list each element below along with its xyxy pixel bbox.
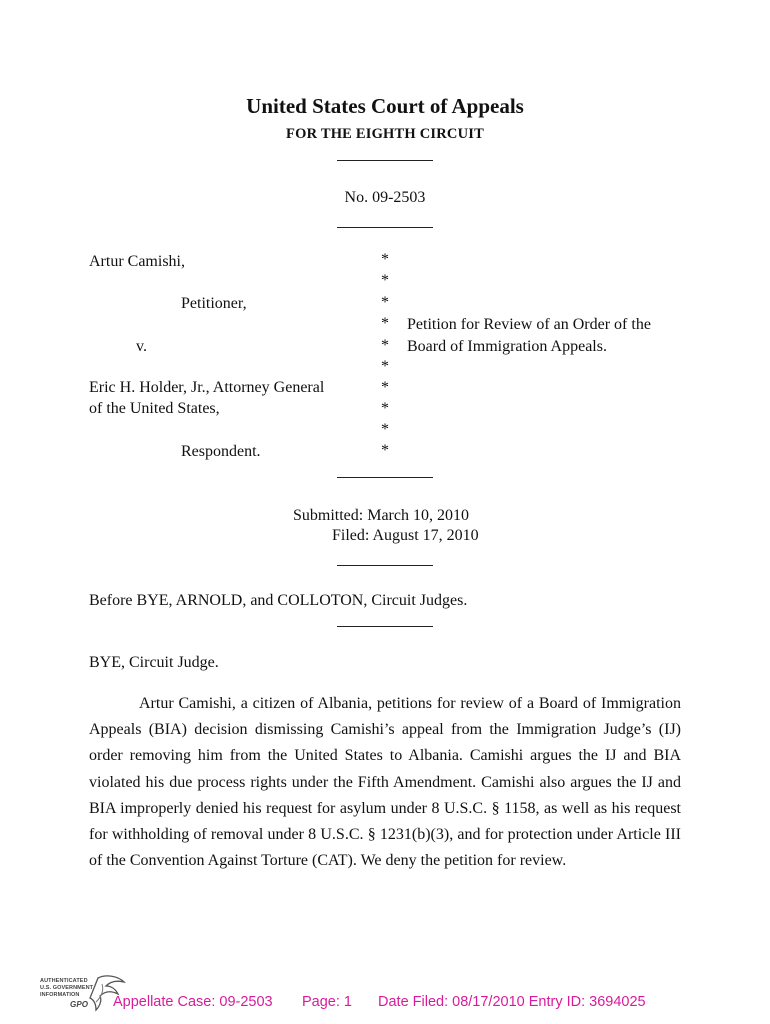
- nature-of-proceeding-line2: Board of Immigration Appeals.: [407, 338, 607, 355]
- respondent-name-line2: of the United States,: [89, 400, 220, 417]
- petitioner-name: Artur Camishi,: [89, 253, 185, 270]
- court-title: United States Court of Appeals: [246, 94, 524, 118]
- divider-rule: [337, 160, 433, 161]
- caption-star: *: [381, 421, 389, 438]
- filed-date: Filed: August 17, 2010: [332, 527, 479, 544]
- caption-star: *: [381, 337, 389, 354]
- submitted-date: Submitted: March 10, 2010: [293, 507, 469, 524]
- divider-rule: [337, 477, 433, 478]
- caption-star: *: [381, 442, 389, 459]
- caption-star: *: [381, 272, 389, 289]
- caption-star: *: [381, 251, 389, 268]
- nature-of-proceeding-line1: Petition for Review of an Order of the: [407, 316, 651, 333]
- circuit-subtitle: FOR THE EIGHTH CIRCUIT: [286, 126, 484, 142]
- gpo-logo-mark: GPO: [70, 1000, 89, 1009]
- divider-rule: [337, 227, 433, 228]
- caption-star: *: [381, 315, 389, 332]
- opinion-paragraph: Artur Camishi, a citizen of Albania, petitions for review of a Board of Immigration Appeals (BIA) decision dismissing Camishi’s appeal from the Immigration Judge’s (IJ) order removing him from the United States to Albania. Camishi argues the IJ and BIA violated his due process rights under the Fifth Amendment. Camishi also argues the IJ and BIA improperly denied his request for asylum under 8 U.S.C. § 1158, as well as his request for withholding of removal under 8 U.S.C. § 1231(b)(3), and for protection under Article III of the Convention Against Torture (CAT). We deny the petition for review.: [89, 695, 681, 870]
- caption-star: *: [381, 294, 389, 311]
- caption-star: *: [381, 358, 389, 375]
- divider-rule: [337, 565, 433, 566]
- respondent-name-line1: Eric H. Holder, Jr., Attorney General: [89, 379, 325, 396]
- caption-star: *: [381, 400, 389, 417]
- opinion-author: BYE, Circuit Judge.: [89, 654, 219, 671]
- footer-page: Page: 1: [302, 994, 352, 1010]
- gpo-logo-line1: AUTHENTICATED: [40, 978, 88, 984]
- caption-star: *: [381, 379, 389, 396]
- panel-line: Before BYE, ARNOLD, and COLLOTON, Circuit Judges.: [89, 592, 468, 609]
- versus: v.: [136, 338, 147, 355]
- divider-rule: [337, 626, 433, 627]
- respondent-role: Respondent.: [181, 443, 261, 460]
- case-number: No. 09-2503: [344, 189, 426, 206]
- petitioner-role: Petitioner,: [181, 295, 247, 312]
- footer-date-filed: Date Filed: 08/17/2010 Entry ID: 3694025: [378, 994, 646, 1010]
- gpo-logo-line2: U.S. GOVERNMENT: [40, 985, 94, 991]
- footer-appellate-case: Appellate Case: 09-2503: [113, 994, 273, 1010]
- gpo-logo-line3: INFORMATION: [40, 992, 80, 998]
